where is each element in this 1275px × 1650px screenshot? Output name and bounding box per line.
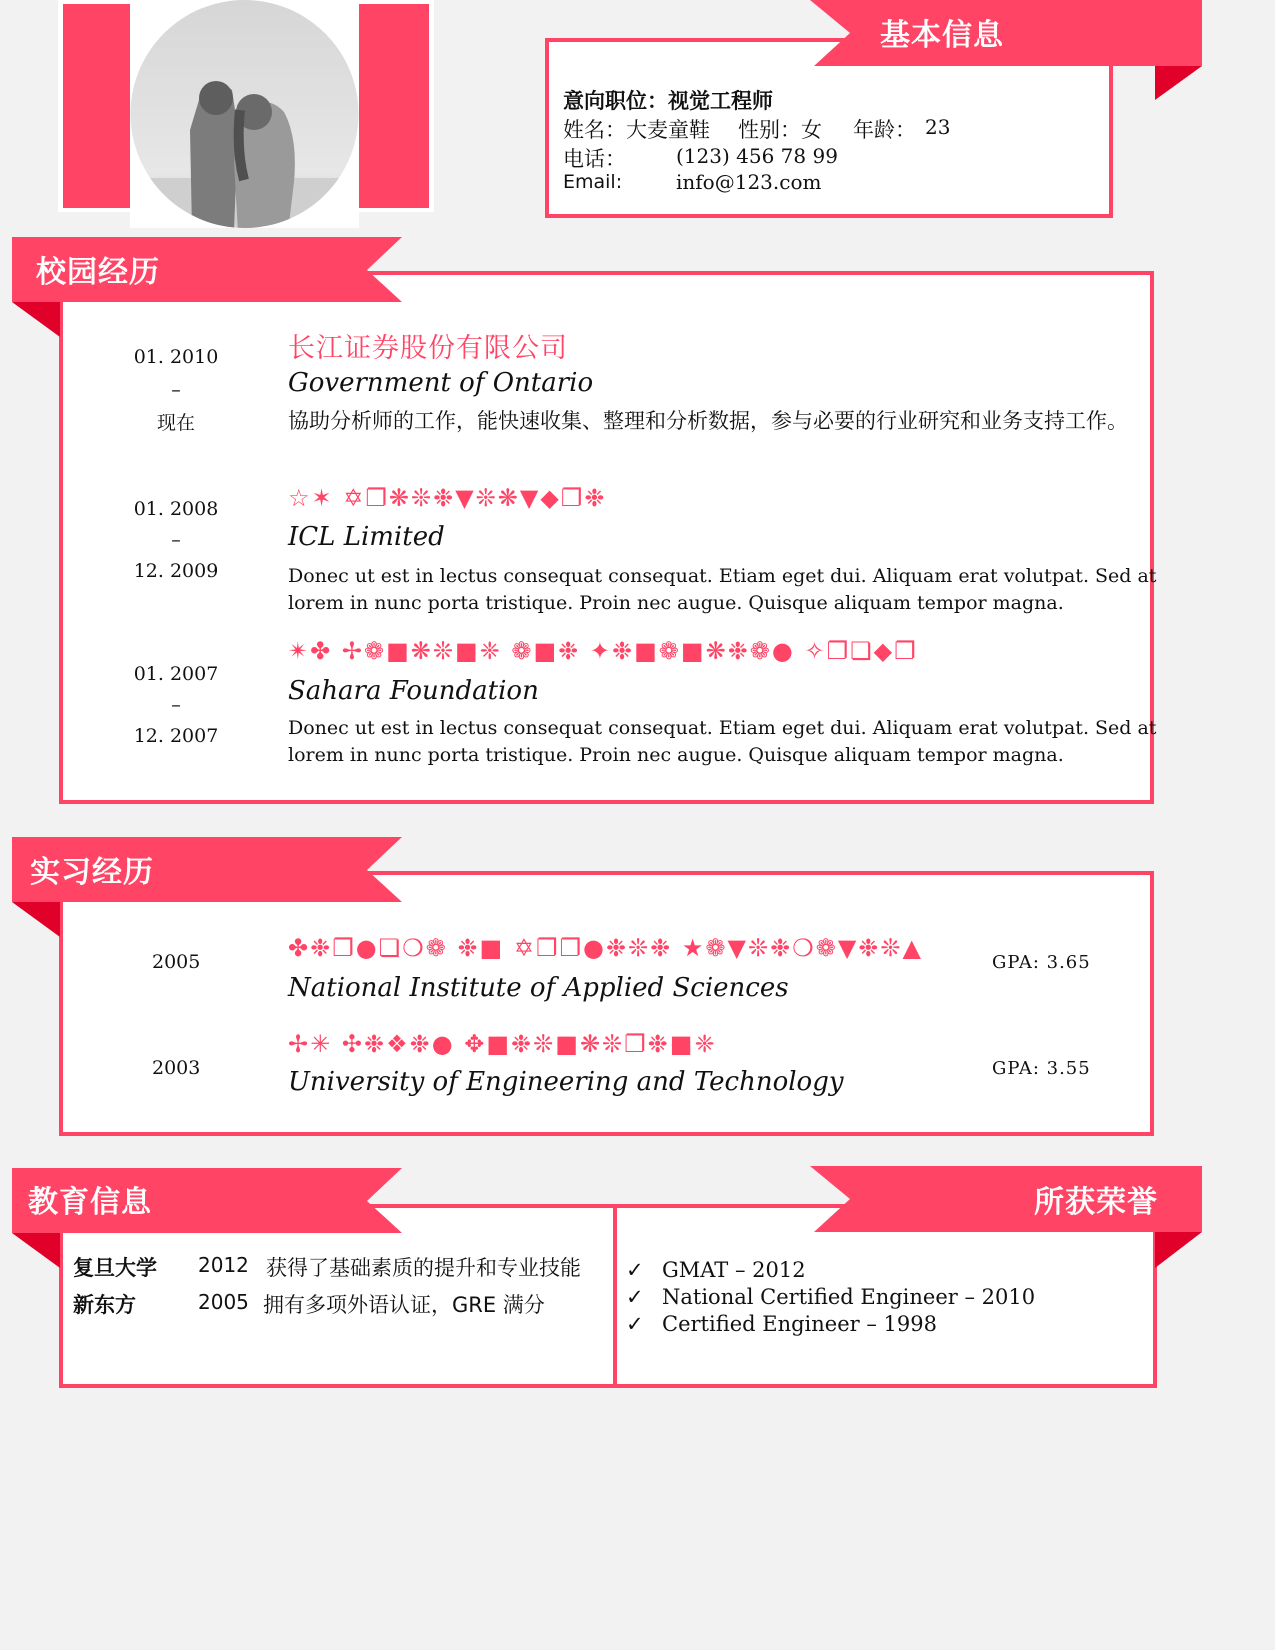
internship-entry-2-title: ✢✳ ✣❉❖❉● ✥■❉❊■❋❊❐❉■❈ <box>288 1030 717 1058</box>
internship-entry-1-gpa: GPA: 3.65 <box>992 952 1091 973</box>
age-value: 23 <box>925 115 951 139</box>
gender-line: 性别：女 <box>738 118 822 142</box>
date-dash: – <box>171 379 181 401</box>
date-end: 现在 <box>156 412 195 434</box>
campus-entry-3-description: Donec ut est in lectus consequat consequat. Etiam eget dui. Aliquam erat volutpat. Sed at lorem in nunc porta tristique. Proin nec augue. Quisque aliquam tempor magna. <box>288 717 1157 766</box>
education-entry-1-year: 2012 <box>198 1253 249 1277</box>
campus-entry-1-title: 长江证券股份有限公司 <box>288 333 568 364</box>
education-entry-1-note: 获得了基础素质的提升和专业技能 <box>266 1256 581 1280</box>
date-start: 01. 2007 <box>133 663 219 685</box>
email-label: Email: <box>563 171 623 193</box>
date-start: 01. 2010 <box>133 346 219 368</box>
internship-entry-2-subtitle: University of Engineering and Technology <box>288 1067 844 1097</box>
campus-entry-3-subtitle: Sahara Foundation <box>288 676 539 706</box>
campus-entry-2-subtitle: ICL Limited <box>288 522 445 552</box>
basic-info-title: 基本信息 <box>880 18 1004 53</box>
campus-entry-3-dates <box>101 659 251 752</box>
photo-stripe-right <box>359 4 429 208</box>
education-entry-2-year: 2005 <box>198 1290 249 1314</box>
internship-title: 实习经历 <box>30 855 154 890</box>
name-line: 姓名：大麦童鞋 <box>563 118 710 142</box>
date-dash: – <box>171 694 181 716</box>
honors-title: 所获荣誉 <box>1034 1185 1158 1220</box>
honor-text: GMAT – 2012 <box>662 1258 806 1282</box>
internship-entry-1-title: ✤❉❐●❏❍❁ ❉■ ✡❐❐●❉❊❉ ★❁▼❊❉❍❁▼❉❊▲ <box>288 934 923 962</box>
campus-entry-1-description: 協助分析师的工作，能快速收集、整理和分析数据，参与必要的行业研究和业务支持工作。 <box>288 409 1128 433</box>
education-title: 教育信息 <box>28 1185 152 1220</box>
date-end: 12. 2009 <box>133 560 219 582</box>
campus-entry-2-description: Donec ut est in lectus consequat consequat. Etiam eget dui. Aliquam erat volutpat. Sed at lorem in nunc porta tristique. Proin nec augue. Quisque aliquam tempor magna. <box>288 565 1157 614</box>
campus-entry-2-title: ☆✶ ✡❐❋❊❉▼❊❋▼◆❐❉ <box>288 484 607 512</box>
date-start: 01. 2008 <box>133 498 219 520</box>
honor-text: National Certified Engineer – 2010 <box>662 1285 1036 1309</box>
campus-entry-1-dates <box>101 341 251 440</box>
age-label: 年龄： <box>853 118 916 142</box>
photo-stripe-left <box>63 4 130 208</box>
check-icon: ✓ <box>626 1312 644 1336</box>
phone-label: 电话： <box>563 147 626 171</box>
honor-item <box>626 1284 1035 1311</box>
date-dash: – <box>171 529 181 551</box>
education-entry-1-school: 复旦大学 <box>73 1256 157 1280</box>
check-icon: ✓ <box>626 1258 644 1282</box>
internship-entry-1-subtitle: National Institute of Applied Sciences <box>288 973 789 1003</box>
date-end: 12. 2007 <box>133 725 219 747</box>
honors-list <box>626 1257 1035 1338</box>
campus-title: 校园经历 <box>36 255 160 290</box>
email-value: info@123.com <box>676 170 822 194</box>
honor-item <box>626 1311 1035 1338</box>
internship-entry-2-year: 2003 <box>152 1057 201 1079</box>
honor-item <box>626 1257 1035 1284</box>
education-entry-2-school: 新东方 <box>73 1293 136 1317</box>
basic-info-ribbon <box>810 0 1205 102</box>
campus-entry-3-title: ✴✤ ✢❁■❋❊■❈ ❁■❉ ✦❉■❁■❋❉❁● ✧❐❏◆❐ <box>288 637 918 665</box>
internship-entry-2-gpa: GPA: 3.55 <box>992 1058 1091 1079</box>
avatar <box>130 0 359 229</box>
position-line: 意向职位：视觉工程师 <box>563 89 773 113</box>
phone-value: (123) 456 78 99 <box>676 144 838 168</box>
honor-text: Certified Engineer – 1998 <box>662 1312 937 1336</box>
internship-entry-1-year: 2005 <box>152 951 201 973</box>
education-entry-2-note: 拥有多项外语认证，GRE 满分 <box>263 1293 545 1317</box>
campus-entry-2-dates <box>101 494 251 587</box>
check-icon: ✓ <box>626 1285 644 1309</box>
campus-entry-1-subtitle: Government of Ontario <box>288 368 594 398</box>
